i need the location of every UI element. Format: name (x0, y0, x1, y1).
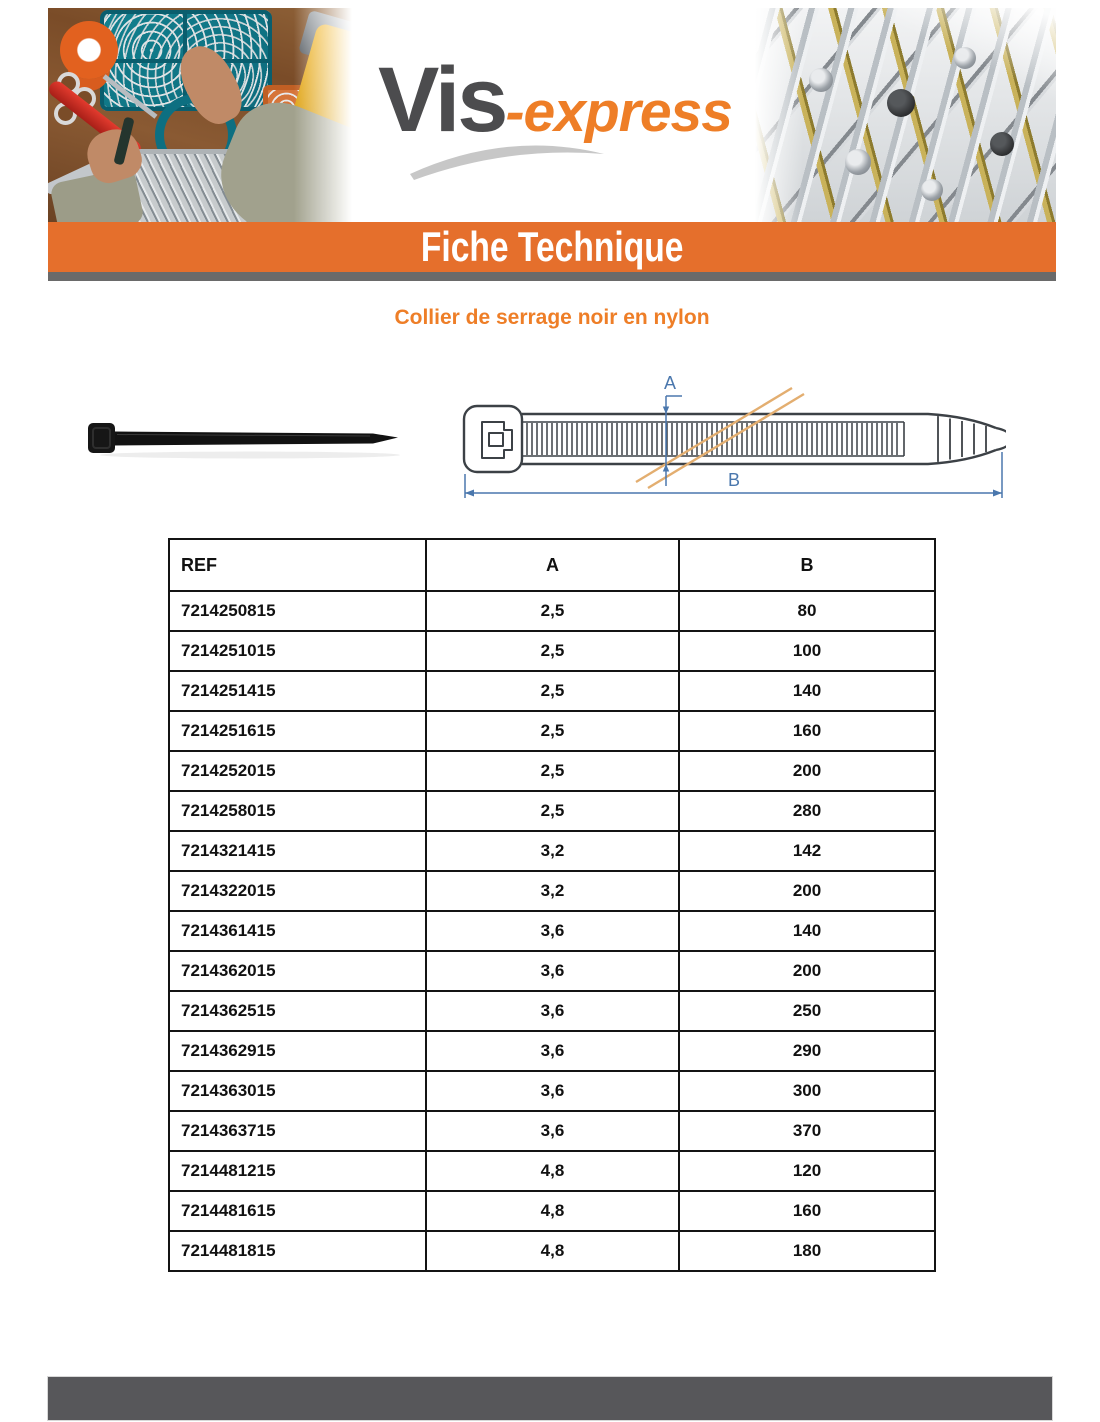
table-row (169, 1151, 935, 1191)
cell-ref: 7214362515 (169, 991, 426, 1031)
screws-photo (755, 8, 1056, 222)
cell-ref: 7214251415 (169, 671, 426, 711)
dim-b-label: B (727, 470, 741, 490)
cell-a: 4,8 (426, 1191, 679, 1231)
cell-ref: 7214481615 (169, 1191, 426, 1231)
screw-tray-shape (131, 149, 266, 222)
technical-drawing (456, 376, 1006, 504)
cell-b: 200 (679, 751, 935, 791)
cell-b: 180 (679, 1231, 935, 1271)
banner-underline (48, 272, 1056, 281)
table-row (169, 711, 935, 751)
cell-ref: 7214322015 (169, 871, 426, 911)
cell-b: 200 (679, 871, 935, 911)
table-row (169, 791, 935, 831)
cell-a: 4,8 (426, 1151, 679, 1191)
table-row (169, 1071, 935, 1111)
spec-table-body (169, 591, 935, 1271)
cell-b: 250 (679, 991, 935, 1031)
table-row (169, 1231, 935, 1271)
cell-b: 200 (679, 951, 935, 991)
cell-ref: 7214363015 (169, 1071, 426, 1111)
cell-b: 300 (679, 1071, 935, 1111)
table-row (169, 1191, 935, 1231)
cell-b: 160 (679, 1191, 935, 1231)
dim-a-label: A (663, 376, 677, 393)
col-header-b: B (679, 539, 935, 591)
spec-table (168, 538, 936, 1272)
table-row (169, 631, 935, 671)
logo-swoosh-icon (402, 138, 612, 182)
cell-a: 3,2 (426, 831, 679, 871)
cell-a: 2,5 (426, 671, 679, 711)
drill-shape (286, 23, 355, 155)
cell-ref: 7214363715 (169, 1111, 426, 1151)
cell-ref: 7214321415 (169, 831, 426, 871)
banner-title: Fiche Technique (420, 223, 684, 270)
cell-ref: 7214481215 (169, 1151, 426, 1191)
cell-ref: 7214362915 (169, 1031, 426, 1071)
logo-text-primary: Vis (378, 49, 506, 151)
cell-a: 3,2 (426, 871, 679, 911)
cell-ref: 7214481815 (169, 1231, 426, 1271)
table-row (169, 1031, 935, 1071)
table-row (169, 831, 935, 871)
cell-a: 2,5 (426, 791, 679, 831)
cell-b: 100 (679, 631, 935, 671)
col-header-a: A (426, 539, 679, 591)
cell-ref: 7214258015 (169, 791, 426, 831)
cell-ref: 7214362015 (169, 951, 426, 991)
cell-a: 4,8 (426, 1231, 679, 1271)
cell-ref: 7214251015 (169, 631, 426, 671)
cell-a: 3,6 (426, 991, 679, 1031)
cell-a: 3,6 (426, 1031, 679, 1071)
tape-measure-shape (60, 21, 118, 79)
product-title: Collier de serrage noir en nylon (394, 306, 710, 329)
wrench-shape (48, 148, 128, 196)
cell-a: 3,6 (426, 1071, 679, 1111)
cell-b: 140 (679, 671, 935, 711)
cell-ref: 7214252015 (169, 751, 426, 791)
cell-a: 3,6 (426, 911, 679, 951)
table-row (169, 911, 935, 951)
organizer-box-shape (100, 10, 272, 111)
cell-ref: 7214251615 (169, 711, 426, 751)
table-row (169, 951, 935, 991)
workbench-photo (48, 8, 355, 222)
table-header-row (169, 539, 935, 591)
cell-a: 2,5 (426, 631, 679, 671)
footer-bar (48, 1377, 1052, 1420)
cell-b: 142 (679, 831, 935, 871)
cell-b: 280 (679, 791, 935, 831)
cell-a: 2,5 (426, 751, 679, 791)
screwdriver-shape (48, 78, 144, 160)
cell-b: 140 (679, 911, 935, 951)
cable-tie-photo (85, 418, 403, 460)
table-row (169, 671, 935, 711)
cell-a: 2,5 (426, 711, 679, 751)
cell-a: 2,5 (426, 591, 679, 631)
cell-a: 3,6 (426, 951, 679, 991)
cell-ref: 7214250815 (169, 591, 426, 631)
table-row (169, 751, 935, 791)
cell-a: 3,6 (426, 1111, 679, 1151)
cell-b: 120 (679, 1151, 935, 1191)
banner (48, 222, 1056, 272)
table-row (169, 991, 935, 1031)
page-header (48, 8, 1056, 222)
cell-b: 160 (679, 711, 935, 751)
table-row (169, 1111, 935, 1151)
cell-b: 80 (679, 591, 935, 631)
cell-b: 370 (679, 1111, 935, 1151)
table-row (169, 591, 935, 631)
brand-logo (355, 8, 755, 222)
cell-ref: 7214361415 (169, 911, 426, 951)
table-row (169, 871, 935, 911)
col-header-ref: REF (169, 539, 426, 591)
cell-b: 290 (679, 1031, 935, 1071)
logo-text-secondary: -express (505, 80, 732, 144)
